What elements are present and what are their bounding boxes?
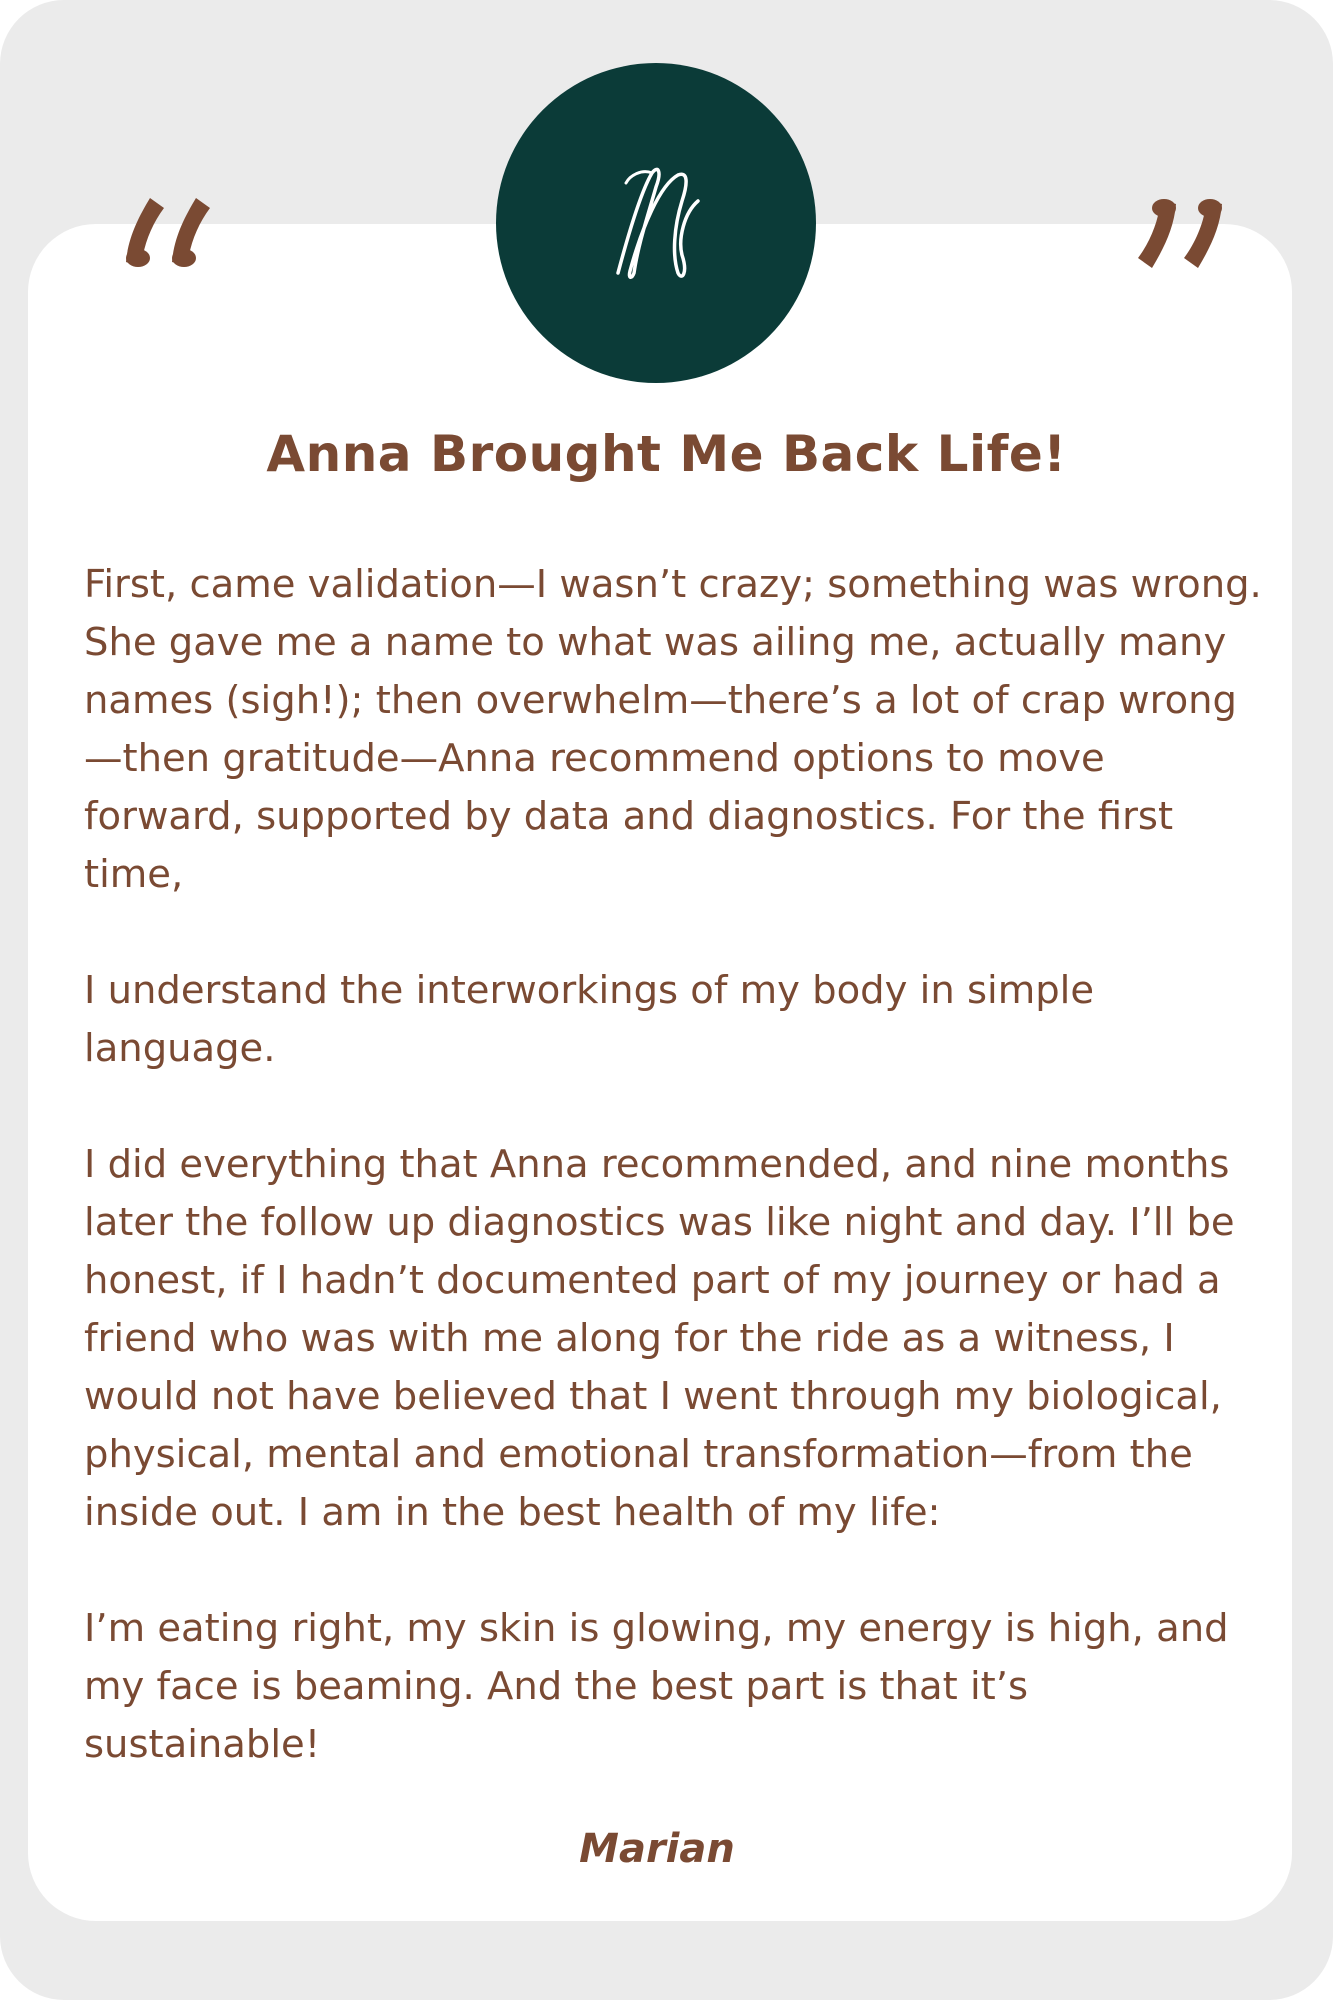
testimonial-author: Marian xyxy=(579,1826,735,1872)
testimonial-paragraph: I understand the interworkings of my body in simple language. xyxy=(84,968,1095,1071)
monogram-avatar xyxy=(496,63,816,383)
testimonial-paragraph: I did everything that Anna recommended, and nine months later the follow up diagnostics was like night and day. I’ll be honest, if I hadn’t documented part of my journey or had a friend who was with me along for the ride as a witness, I would not have believed that I went through my biological, physical, mental and emotional transformation—from the inside out. I am in the best health of my life: xyxy=(84,1142,1235,1535)
testimonial-paragraph: First, came validation—I wasn’t crazy; something was wrong. She gave me a name to what was ailing me, actually many names (sigh!); then overwhelm—there’s a lot of crap wrong—then gratitude—Anna recommend options to move forward, supported by data and diagnostics. For the first time, xyxy=(84,562,1262,897)
open-quote-icon xyxy=(120,178,230,288)
testimonial-title: Anna Brought Me Back Life! xyxy=(266,425,1067,483)
monogram-m-icon xyxy=(556,123,756,323)
testimonial-paragraph: I’m eating right, my skin is glowing, my energy is high, and my face is beaming. And the best part is that it’s sustainable! xyxy=(84,1606,1229,1767)
testimonial-body xyxy=(84,556,1269,1774)
close-quote-icon xyxy=(1118,178,1228,288)
